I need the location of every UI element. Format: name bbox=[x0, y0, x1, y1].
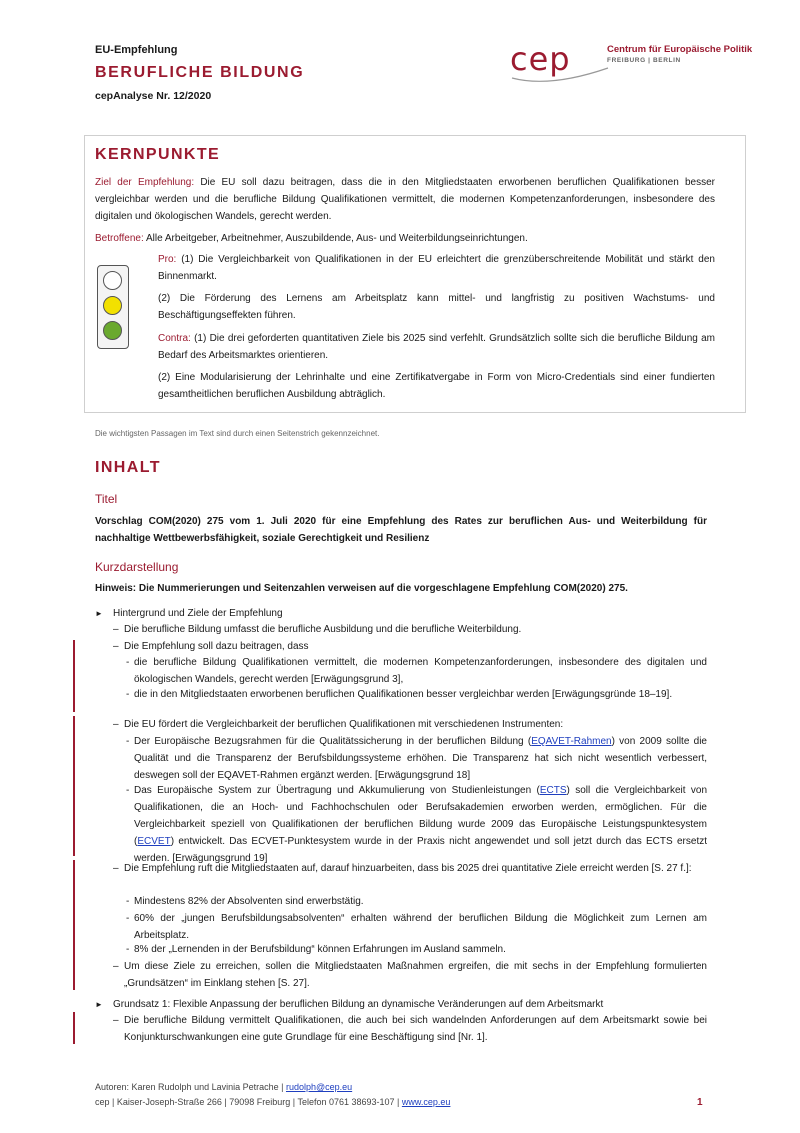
dash-item-2b: die in den Mitgliedstaaten erworbenen beruflichen Qualifikationen besser vergleichbar werden [Erwägungsgründe 18–19]. bbox=[134, 689, 673, 700]
betroffene-paragraph bbox=[95, 230, 715, 247]
section-2-arrow-icon: ► bbox=[95, 1000, 103, 1009]
dash-marker: – bbox=[113, 624, 119, 635]
contra-label: Contra: bbox=[158, 333, 191, 344]
dash-item-1: Die berufliche Bildung umfasst die berufliche Ausbildung und die berufliche Weiterbildung. bbox=[124, 624, 522, 635]
eqavet-text-pre: Der Europäische Bezugsrahmen für die Qualitätssicherung in der beruflichen Bildung ( bbox=[134, 736, 532, 747]
ziel-label: Ziel der Empfehlung: bbox=[95, 177, 195, 188]
traffic-light-icon bbox=[97, 265, 129, 349]
dash-marker: – bbox=[113, 863, 119, 874]
dash-item-4: Die Empfehlung ruft die Mitgliedstaaten auf, darauf hinzuarbeiten, dass bis 2025 drei quantitative Ziele erreicht werden [S. 27 f.]: bbox=[124, 863, 692, 874]
hinweis-text: Hinweis: Die Nummerierungen und Seitenzahlen verweisen auf die vorgeschlagene Empfehlung COM(2020) 275. bbox=[95, 583, 628, 594]
dash-item-3: Die EU fördert die Vergleichbarkeit der beruflichen Qualifikationen mit verschiedenen Instrumenten: bbox=[124, 719, 564, 730]
key-passage-bar bbox=[73, 1012, 75, 1044]
dash-item-6: Die berufliche Bildung vermittelt Qualifikationen, die auch bei sich wandelnden Anforderungen auf dem Arbeitsmarkt sowie bei Konjunkturschwankungen eine gute Grundlage für eine Beschäftigung sind [Nr. 1]. bbox=[124, 1015, 707, 1043]
traffic-light-yellow-icon bbox=[103, 296, 122, 315]
logo-mark: cep bbox=[510, 40, 571, 78]
titel-text: Vorschlag COM(2020) 275 vom 1. Juli 2020 für eine Empfehlung des Rates zur beruflichen Aus- und Weiterbildung für nachhaltige Wettbewerbsfähigkeit, soziale Gerechtigkeit und Resilienz bbox=[95, 516, 707, 544]
pro-label: Pro: bbox=[158, 254, 177, 265]
eqavet-text-post: ) von 2009 sollte die Qualität und die Transparenz der Berufsbildungssysteme erhöhen. Die Transparenz hat sich nicht wesentlich verbessert, deswegen soll der EQAVET-Rahmen ergänzt werden. [Erwägungsgrund 18] bbox=[134, 736, 707, 781]
traffic-light-white-icon bbox=[103, 271, 122, 290]
contra-1-text: (1) Die drei geforderten quantitativen Ziele bis 2025 sind verfehlt. Grundsätzlich sollte sich die berufliche Bildung am Bedarf des Arbeitsmarktes orientieren. bbox=[158, 333, 715, 361]
logo-name: Centrum für Europäische Politik bbox=[607, 44, 753, 55]
ecvet-text-post: ) entwickelt. Das ECVET-Punktesystem wurde in der Praxis nicht angewendet und soll jetzt durch das ECTS ersetzt werden. [Erwägungsgrund 19] bbox=[134, 836, 707, 864]
document-title: BERUFLICHE BILDUNG bbox=[95, 64, 305, 81]
pro-1 bbox=[158, 251, 715, 285]
kernpunkte-title: KERNPUNKTE bbox=[95, 146, 221, 163]
contra-1 bbox=[158, 330, 715, 364]
sub-dash-marker: - bbox=[126, 944, 130, 955]
key-passage-bar bbox=[73, 640, 75, 712]
side-bar-note: Die wichtigsten Passagen im Text sind durch einen Seitenstrich gekennzeichnet. bbox=[95, 429, 380, 438]
authors-text: Autoren: Karen Rudolph und Lavinia Petrache | bbox=[95, 1082, 286, 1092]
website-link[interactable]: www.cep.eu bbox=[401, 1097, 451, 1107]
ects-text-pre: Das Europäische System zur Übertragung und Akkumulierung von Studienleistungen ( bbox=[134, 785, 540, 796]
dash-marker: – bbox=[113, 641, 119, 652]
inhalt-title: INHALT bbox=[95, 459, 161, 476]
pro-2: (2) Die Förderung des Lernens am Arbeitsplatz kann mittel- und langfristig zu positiven Wachstums- und Beschäftigungseffekten führen. bbox=[158, 293, 715, 321]
dash-item-4b: 60% der „jungen Berufsbildungsabsolventen“ erhalten während der beruflichen Bildung die Möglichkeit zum Lernen am Arbeitsplatz. bbox=[134, 913, 707, 941]
dash-item-4c: 8% der „Lernenden in der Berufsbildung“ können Erfahrungen im Ausland sammeln. bbox=[134, 944, 506, 955]
address-text: cep | Kaiser-Joseph-Straße 266 | 79098 Freiburg | Telefon 0761 38693-107 | bbox=[95, 1097, 402, 1107]
dash-item-2: Die Empfehlung soll dazu beitragen, dass bbox=[124, 641, 309, 652]
footer-authors bbox=[95, 1082, 352, 1092]
dash-item-4a: Mindestens 82% der Absolventen sind erwerbstätig. bbox=[134, 896, 364, 907]
ecvet-link[interactable]: ECVET bbox=[137, 836, 171, 847]
section-2-heading: Grundsatz 1: Flexible Anpassung der beruflichen Bildung an dynamische Veränderungen auf dem Arbeitsmarkt bbox=[113, 999, 604, 1010]
pro-1-text: (1) Die Vergleichbarkeit von Qualifikationen in der EU erleichtert die grenzüberschreitende Mobilität und stärkt den Binnenmarkt. bbox=[158, 254, 715, 282]
document-kicker: EU-Empfehlung bbox=[95, 44, 178, 56]
logo-cities: FREIBURG | BERLIN bbox=[607, 57, 681, 64]
footer-address bbox=[95, 1097, 450, 1107]
sub-dash-marker: - bbox=[126, 689, 130, 700]
section-1-arrow-icon: ► bbox=[95, 609, 103, 618]
key-passage-bar bbox=[73, 860, 75, 990]
ziel-paragraph bbox=[95, 174, 715, 225]
dash-item-2a: die berufliche Bildung Qualifikationen vermittelt, die modernen Kompetenzanforderungen, insbesondere des digitalen und ökologischen Wandels, gerecht werden [Erwägungsgrund 3], bbox=[134, 657, 707, 685]
kurzdarstellung-heading: Kurzdarstellung bbox=[95, 560, 179, 574]
titel-heading: Titel bbox=[95, 492, 118, 506]
dash-marker: – bbox=[113, 1015, 119, 1026]
dash-marker: – bbox=[113, 961, 119, 972]
dash-marker: – bbox=[113, 719, 119, 730]
key-passage-bar bbox=[73, 716, 75, 856]
eqavet-link[interactable]: EQAVET-Rahmen bbox=[531, 736, 612, 747]
dash-item-5: Um diese Ziele zu erreichen, sollen die Mitgliedstaaten Maßnahmen ergreifen, die mit sechs in der Empfehlung formulierten „Grundsätzen“ im Einklang stehen [S. 27]. bbox=[124, 961, 707, 989]
traffic-light-green-icon bbox=[103, 321, 122, 340]
page-number: 1 bbox=[697, 1097, 703, 1108]
dash-item-3a bbox=[134, 733, 707, 784]
ziel-text: Die EU soll dazu beitragen, dass die in den Mitgliedstaaten erworbenen beruflichen Qualifikationen besser vergleichbar werden und die berufliche Bildung Qualifikationen vermittelt, die modernen Kompetenzanforderungen, insbesondere des digitalen und ökologischen Wandels, gerecht werden. bbox=[95, 177, 715, 222]
sub-dash-marker: - bbox=[126, 736, 130, 747]
sub-dash-marker: - bbox=[126, 896, 130, 907]
dash-item-3b bbox=[134, 782, 707, 867]
section-1-heading: Hintergrund und Ziele der Empfehlung bbox=[113, 608, 283, 619]
contra-2: (2) Eine Modularisierung der Lehrinhalte und eine Zertifikatvergabe in Form von Micro-Credentials sind einer fundierten gesamtheitlichen beruflichen Ausbildung abträglich. bbox=[158, 372, 715, 400]
sub-dash-marker: - bbox=[126, 657, 130, 668]
document-number: cepAnalyse Nr. 12/2020 bbox=[95, 90, 212, 102]
ects-link[interactable]: ECTS bbox=[539, 785, 567, 796]
sub-dash-marker: - bbox=[126, 785, 130, 796]
sub-dash-marker: - bbox=[126, 913, 130, 924]
betroffene-text: Alle Arbeitgeber, Arbeitnehmer, Auszubildende, Aus- und Weiterbildungseinrichtungen. bbox=[145, 233, 528, 244]
ecvet-text-mid: ) soll die Vergleichbarkeit von Qualifikationen, die an Hoch- und Fachhochschulen oder Berufsakademien erworben werden, ermöglichen. Für die Vergleichbarkeit speziell von Qualifikationen der beruflichen Bildung wurde 2009 das Europäische Leistungspunktesystem ( bbox=[134, 785, 708, 847]
author-email-link[interactable]: rudolph@cep.eu bbox=[285, 1082, 353, 1092]
cep-logo bbox=[510, 38, 770, 84]
betroffene-label: Betroffene: bbox=[95, 233, 144, 244]
